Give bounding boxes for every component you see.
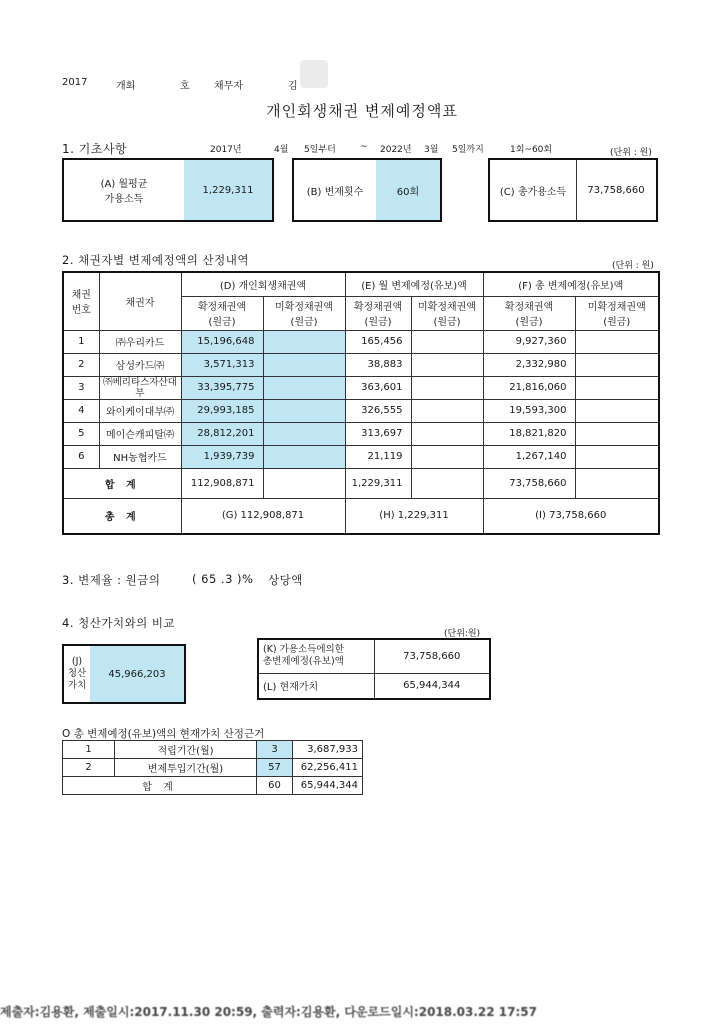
period-start-month: 4월 <box>274 145 289 155</box>
submission-footer: 제출자:김용환, 제출일시:2017.11.30 20:59, 출력자:김용환, 다운로드일시:2018.03.22 17:57 <box>0 1005 538 1019</box>
section3-rate: ( 65 .3 )% <box>192 572 254 586</box>
header-e: (E) 월 변제예정(유보)액 <box>345 272 483 296</box>
box-a-label-line2: 가용소득 <box>104 194 144 205</box>
subtotal-d-empty <box>263 468 345 498</box>
box-j-label: (J) 청산 가치 <box>64 646 91 702</box>
row-f-confirmed: 19,593,300 <box>483 399 575 422</box>
row-f-confirmed: 18,821,820 <box>483 422 575 445</box>
box-a-label <box>64 160 184 220</box>
table-row <box>63 353 659 376</box>
row-f-unconfirmed <box>575 376 659 399</box>
row-f-confirmed: 21,816,060 <box>483 376 575 399</box>
row-creditor: 메이슨캐피탈㈜ <box>99 422 181 445</box>
section1-heading: 1. 기초사항 <box>62 142 128 156</box>
header-e-confirmed: 확정채권액 (원금) <box>345 296 411 330</box>
basis-row-label: 변제투입기간(월) <box>115 759 257 777</box>
row-d-unconfirmed <box>263 330 345 353</box>
row-d-unconfirmed <box>263 376 345 399</box>
row-e-unconfirmed <box>411 330 483 353</box>
row-f-confirmed: 9,927,360 <box>483 330 575 353</box>
basis-total-row <box>63 777 363 795</box>
l-label: (L) 현재가치 <box>258 673 374 699</box>
k-row <box>258 639 490 673</box>
subtotal-row <box>63 468 659 498</box>
basis-table <box>62 740 363 795</box>
row-creditor: ㈜우리카드 <box>99 330 181 353</box>
row-creditor: 삼성카드㈜ <box>99 353 181 376</box>
row-e-confirmed: 313,697 <box>345 422 411 445</box>
k-label: (K) 가용소득에의한 총변제예정(유보)액 <box>258 639 374 673</box>
box-c <box>488 158 658 222</box>
row-creditor: 와이케이대부㈜ <box>99 399 181 422</box>
row-e-confirmed: 38,883 <box>345 353 411 376</box>
period-rounds: 1회~60회 <box>510 145 553 155</box>
k-value: 73,758,660 <box>374 639 490 673</box>
row-f-unconfirmed <box>575 399 659 422</box>
period-end-year: 2022년 <box>380 145 412 155</box>
row-d-unconfirmed <box>263 422 345 445</box>
subtotal-f-empty <box>575 468 659 498</box>
header-d: (D) 개인회생채권액 <box>181 272 345 296</box>
row-no: 4 <box>63 399 99 422</box>
table-row <box>63 330 659 353</box>
l-value: 65,944,344 <box>374 673 490 699</box>
header-creditor: 채권자 <box>99 272 181 330</box>
row-e-unconfirmed <box>411 422 483 445</box>
header-f-confirmed: 확정채권액 (원금) <box>483 296 575 330</box>
page-title: 개인회생채권 변제예정액표 <box>266 102 458 120</box>
row-e-confirmed: 363,601 <box>345 376 411 399</box>
section4-heading: 4. 청산가치와의 비교 <box>62 616 176 630</box>
basis-total-value: 65,944,344 <box>293 777 363 795</box>
row-d-confirmed: 29,993,185 <box>181 399 263 422</box>
basis-row <box>63 741 363 759</box>
section1-unit: (단위 : 원) <box>610 148 652 158</box>
period-start-day: 5일부터 <box>304 145 336 155</box>
section2-heading: 2. 채권자별 변제예정액의 산정내역 <box>62 253 249 267</box>
row-e-confirmed: 21,119 <box>345 445 411 468</box>
row-f-unconfirmed <box>575 353 659 376</box>
header-f-unconfirmed: 미확정채권액 (원금) <box>575 296 659 330</box>
row-d-unconfirmed <box>263 353 345 376</box>
total-g: (G) 112,908,871 <box>181 498 345 534</box>
box-c-value: 73,758,660 <box>587 184 645 196</box>
l-row <box>258 673 490 699</box>
row-f-unconfirmed <box>575 330 659 353</box>
box-j-value-cell <box>90 646 184 702</box>
period-end-month: 3월 <box>424 145 439 155</box>
table-row <box>63 399 659 422</box>
row-no: 1 <box>63 330 99 353</box>
row-e-unconfirmed <box>411 376 483 399</box>
row-e-confirmed: 326,555 <box>345 399 411 422</box>
row-e-unconfirmed <box>411 399 483 422</box>
row-d-confirmed: 3,571,313 <box>181 353 263 376</box>
box-b-value: 60회 <box>396 186 420 198</box>
section3-suffix: 상당액 <box>268 573 303 587</box>
row-f-confirmed: 2,332,980 <box>483 353 575 376</box>
box-j <box>62 644 186 704</box>
period-start-year: 2017년 <box>210 145 242 155</box>
subtotal-f: 73,758,660 <box>483 468 575 498</box>
total-label: 총 계 <box>63 498 181 534</box>
row-d-unconfirmed <box>263 445 345 468</box>
basis-row-no: 2 <box>63 759 115 777</box>
box-b <box>292 158 442 222</box>
row-d-unconfirmed <box>263 399 345 422</box>
header-d-confirmed: 확정채권액 (원금) <box>181 296 263 330</box>
basis-row-no: 1 <box>63 741 115 759</box>
box-a-value-cell <box>184 160 272 220</box>
subtotal-label: 합 계 <box>63 468 181 498</box>
row-creditor: NH농협카드 <box>99 445 181 468</box>
box-b-value-cell <box>376 160 440 220</box>
box-a-value: 1,229,311 <box>202 184 254 196</box>
row-f-unconfirmed <box>575 422 659 445</box>
row-creditor: ㈜베리타스자산대 부 <box>99 376 181 399</box>
subtotal-d: 112,908,871 <box>181 468 263 498</box>
row-e-confirmed: 165,456 <box>345 330 411 353</box>
period-dash: ~ <box>360 142 368 152</box>
header-case-no-label: 호 <box>180 81 190 92</box>
table-row <box>63 376 659 399</box>
basis-total-months: 60 <box>257 777 293 795</box>
header-debtor-label: 채무자 <box>214 81 243 92</box>
row-e-unconfirmed <box>411 353 483 376</box>
row-f-confirmed: 1,267,140 <box>483 445 575 468</box>
total-i: (I) 73,758,660 <box>483 498 659 534</box>
header-e-unconfirmed: 미확정채권액 (원금) <box>411 296 483 330</box>
basis-row-label: 적립기간(월) <box>115 741 257 759</box>
row-no: 2 <box>63 353 99 376</box>
header-case-label: 개회 <box>116 81 136 92</box>
row-f-unconfirmed <box>575 445 659 468</box>
basis-heading: O 총 변제예정(유보)액의 현재가치 산정근거 <box>62 728 265 740</box>
subtotal-e: 1,229,311 <box>345 468 411 498</box>
header-debtor-name: 김 <box>288 81 298 92</box>
basis-row-value: 62,256,411 <box>293 759 363 777</box>
box-b-label: (B) 변제횟수 <box>306 186 364 198</box>
total-row <box>63 498 659 534</box>
box-j-value: 45,966,203 <box>108 668 166 680</box>
table-header-row <box>63 272 659 296</box>
basis-row-value: 3,687,933 <box>293 741 363 759</box>
header-d-unconfirmed: 미확정채권액 (원금) <box>263 296 345 330</box>
header-year: 2017 <box>62 77 88 88</box>
period-end-day: 5일까지 <box>452 145 484 155</box>
table-row <box>63 422 659 445</box>
row-no: 6 <box>63 445 99 468</box>
box-a-label-line1: (A) 월평균 <box>100 179 148 190</box>
basis-row-months: 57 <box>257 759 293 777</box>
row-d-confirmed: 28,812,201 <box>181 422 263 445</box>
box-a <box>62 158 274 222</box>
total-h: (H) 1,229,311 <box>345 498 483 534</box>
row-d-confirmed: 15,196,648 <box>181 330 263 353</box>
basis-row-months: 3 <box>257 741 293 759</box>
basis-row <box>63 759 363 777</box>
subtotal-e-empty <box>411 468 483 498</box>
row-d-confirmed: 1,939,739 <box>181 445 263 468</box>
section3-text: 3. 변제율 : 원금의 <box>62 573 161 587</box>
row-e-unconfirmed <box>411 445 483 468</box>
creditor-table <box>62 271 660 535</box>
box-c-label: (C) 총가용소득 <box>490 160 577 220</box>
section2-unit: (단위 : 원) <box>612 261 654 271</box>
table-row <box>63 445 659 468</box>
section4-unit: (단위:원) <box>444 629 481 639</box>
row-d-confirmed: 33,395,775 <box>181 376 263 399</box>
row-no: 3 <box>63 376 99 399</box>
header-no: 채권 번호 <box>63 272 99 330</box>
basis-total-label: 합 계 <box>63 777 257 795</box>
redaction-mark <box>300 60 328 88</box>
row-no: 5 <box>63 422 99 445</box>
kl-table <box>257 638 491 700</box>
header-f: (F) 총 변제예정(유보)액 <box>483 272 659 296</box>
